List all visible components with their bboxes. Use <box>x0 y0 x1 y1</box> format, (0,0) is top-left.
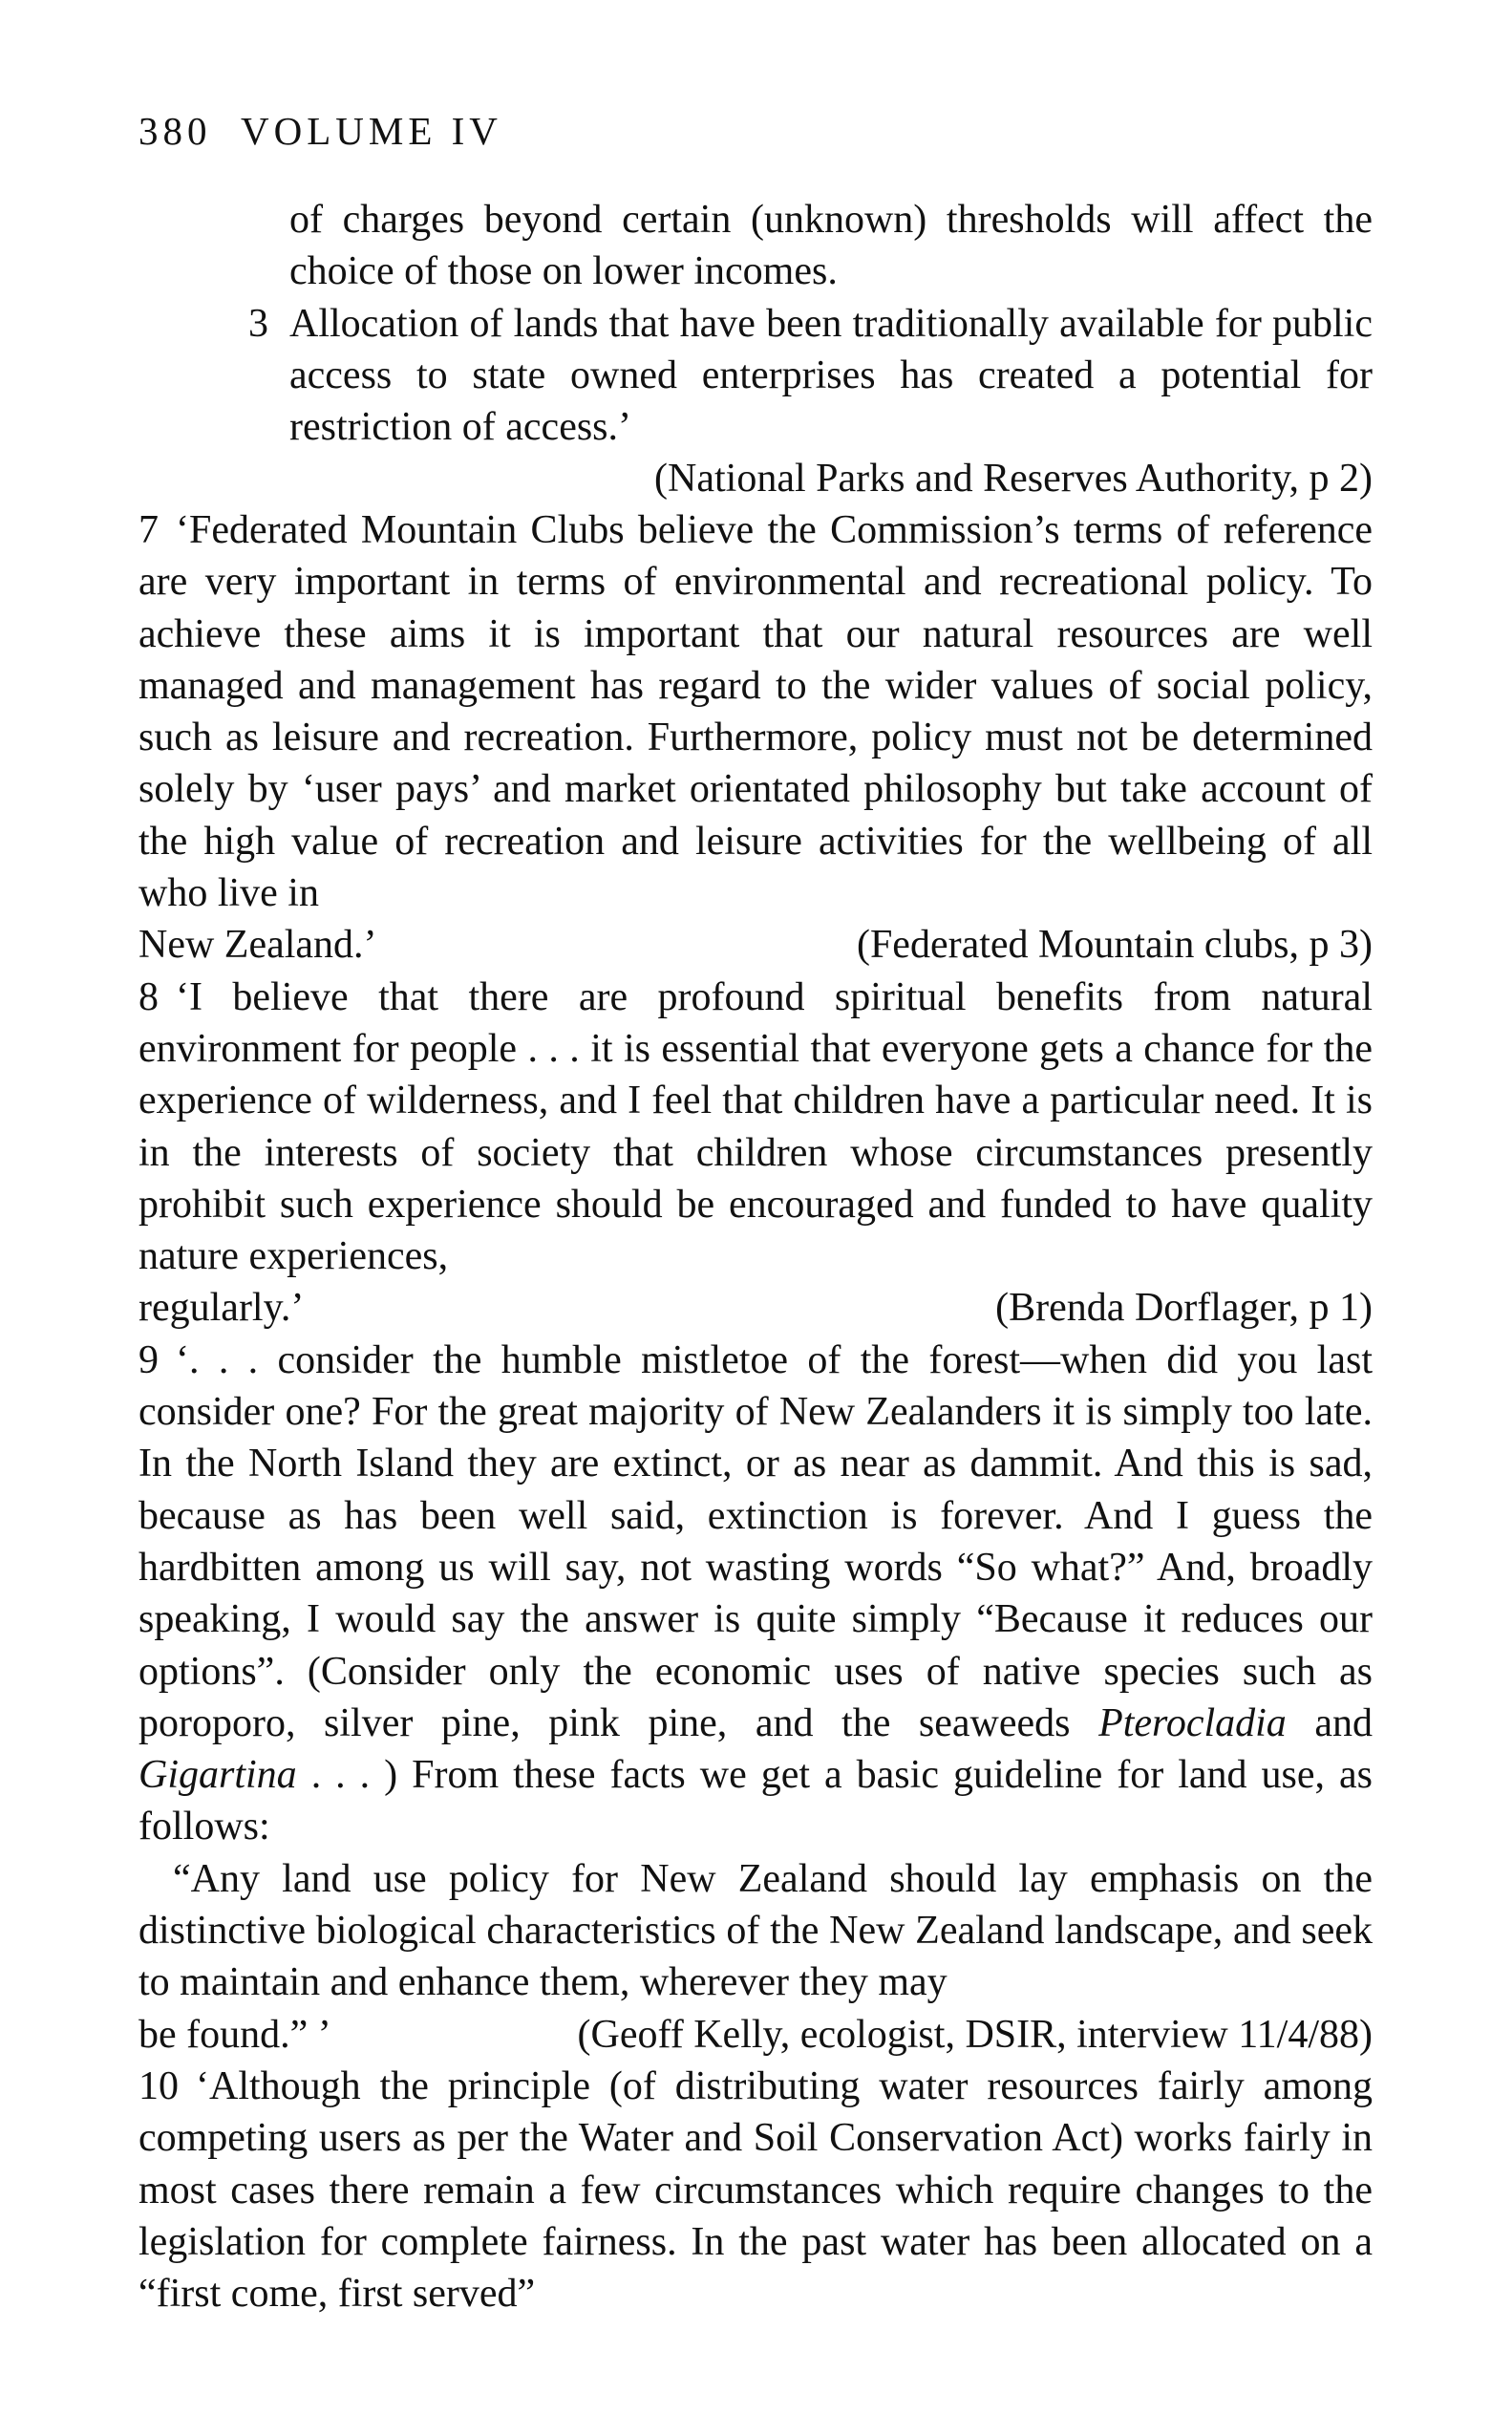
paragraph-text: ‘Federated Mountain Clubs believe the Commission’s terms of reference are very important in terms of environmental and recreational policy. To achieve these aims it is important that our natural resources are well managed and management has regard to the wider values of social policy, such as leisure and recreation. Furthermore, policy must not be determined solely by ‘user pays’ and market orientated philosophy but take account of the high value of recreation and leisure activities for the wellbeing of all who live in <box>138 508 1373 916</box>
paragraph-last-line: regularly.’ <box>138 1286 305 1331</box>
paragraph-text: ‘. . . consider the humble mistletoe of the forest—when did you last consider one? For the great majority of New Zealanders it is simply too late. In the North Island they are extinct, or as near as dammit. And this is sad, because as has been well said, extinction is forever. And I guess the hardbitten among us will say, not wasting words “So what?” And, broadly speaking, I would say the answer is quite simply “Because it reduces our options”. (Consider only the economic uses of native species such as poroporo, silver pine, pink pine, and the seaweeds <box>138 1337 1373 1745</box>
paragraph-number: 7 <box>138 508 159 552</box>
attribution-line-8 <box>138 1282 1373 1334</box>
paragraph-text: ‘I believe that there are profound spiritual benefits from natural environment for people . . . it is essential that everyone gets a chance for the experience of wilderness, and I feel that children have a particular need. It is in the interests of society that children whose circumstances presently prohibit such experience should be encouraged and funded to have quality nature experiences, <box>138 974 1373 1279</box>
item-text: Allocation of lands that have been traditionally available for public access to state owned enterprises has created a potential for restriction of access.’ <box>289 301 1373 450</box>
species-name-pterocladia: Pterocladia <box>1098 1700 1287 1745</box>
paragraph-number: 9 <box>138 1337 159 1382</box>
attribution: (Geoff Kelly, ecologist, DSIR, interview 11/4/88) <box>577 2012 1373 2057</box>
species-name-gigartina: Gigartina <box>138 1753 297 1798</box>
body-text <box>138 504 1373 2319</box>
attribution-line-7 <box>138 919 1373 971</box>
paragraph-10 <box>138 2061 1373 2319</box>
running-header <box>138 107 502 155</box>
attribution: (Federated Mountain clubs, p 3) <box>856 923 1373 968</box>
paragraph-last-line: New Zealand.’ <box>138 923 377 968</box>
attribution: (Brenda Dorflager, p 1) <box>995 1286 1373 1331</box>
conjunction: and <box>1314 1700 1374 1745</box>
quote-last-line: be found.” ’ <box>138 2012 331 2057</box>
paragraph-text: ‘Although the principle (of distributing water resources fairly among competing users as per the Water and Soil Conservation Act) works fairly in most cases there remain a few circumstances which require changes to the legislation for complete fairness. In the past water has been allocated on a “first come, first served” <box>138 2063 1373 2317</box>
attribution-item-3: (National Parks and Reserves Authority, p 2) <box>654 457 1373 502</box>
attribution-line-9 <box>138 2009 1373 2061</box>
paragraph-7 <box>138 504 1373 919</box>
paragraph-8 <box>138 972 1373 1283</box>
quoted-guideline: “Any land use policy for New Zealand should lay emphasis on the distinctive biological characteristics of the New Zealand landscape, and seek to maintain and enhance them, wherever they may <box>138 1856 1373 2005</box>
continued-list <box>138 194 1373 505</box>
volume-label: VOLUME IV <box>241 109 502 153</box>
page-number: 380 <box>138 109 212 153</box>
paragraph-number: 10 <box>138 2063 179 2108</box>
paragraph-text-continued: . . . ) From these facts we get a basic guideline for land use, as follows: <box>138 1753 1373 1849</box>
paragraph-number: 8 <box>138 974 159 1019</box>
paragraph-9 <box>138 1335 1373 1853</box>
item-number: 3 <box>248 301 268 346</box>
continuation-paragraph: of charges beyond certain (unknown) thresholds will affect the choice of those on lower incomes. <box>289 198 1373 294</box>
list-item-3 <box>138 298 1373 454</box>
